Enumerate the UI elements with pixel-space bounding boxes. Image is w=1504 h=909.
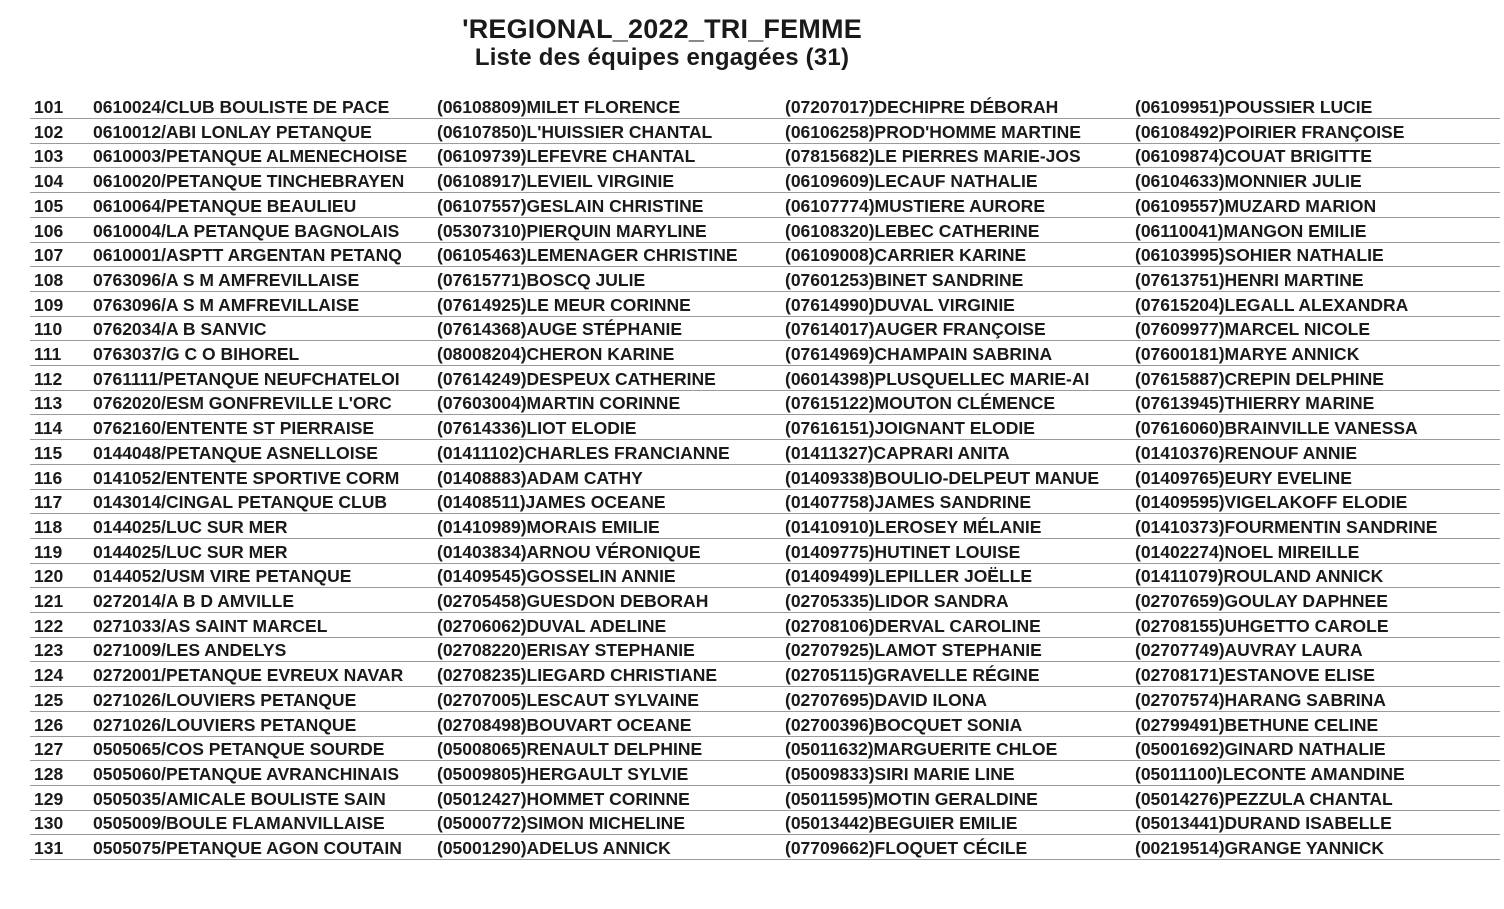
player-2: (05011595)MOTIN GERALDINE xyxy=(785,788,1038,809)
team-row xyxy=(0,368,1504,393)
player-3: (02799491)BETHUNE CELINE xyxy=(1135,714,1379,735)
player-1: (02705458)GUESDON DEBORAH xyxy=(437,591,709,611)
club-name: 0610003/PETANQUE ALMENECHOISE xyxy=(93,146,408,167)
player-3: (01411079)ROULAND ANNICK xyxy=(1135,566,1384,587)
player-2: (06014398)PLUSQUELLEC MARIE-AI xyxy=(785,368,1090,389)
player-2: (07615122)MOUTON CLÉMENCE xyxy=(785,393,1056,414)
player-2: (07601253)BINET SANDRINE xyxy=(785,269,1024,290)
club-name: 0144025/LUC SUR MER xyxy=(93,516,288,537)
team-number: 112 xyxy=(34,368,63,389)
row-divider xyxy=(30,489,1500,490)
team-row xyxy=(0,689,1504,714)
row-divider xyxy=(30,736,1500,737)
team-row xyxy=(0,639,1504,664)
row-divider xyxy=(30,563,1500,564)
club-name: 0144025/LUC SUR MER xyxy=(93,541,288,562)
club-name: 0144048/PETANQUE ASNELLOISE xyxy=(93,442,378,463)
team-row xyxy=(0,837,1504,862)
player-2: (07207017)DECHIPRE DÉBORAH xyxy=(785,97,1059,117)
club-name: 0271026/LOUVIERS PETANQUE xyxy=(93,714,357,735)
player-3: (05014276)PEZZULA CHANTAL xyxy=(1135,788,1393,809)
player-3: (06109951)POUSSIER LUCIE xyxy=(1135,97,1373,117)
player-2: (02705335)LIDOR SANDRA xyxy=(785,591,1009,611)
row-divider xyxy=(30,760,1500,761)
player-3: (01410373)FOURMENTIN SANDRINE xyxy=(1135,516,1438,537)
team-number: 117 xyxy=(34,492,63,513)
team-number: 105 xyxy=(34,195,64,216)
row-divider xyxy=(30,686,1500,687)
player-3: (02708171)ESTANOVE ELISE xyxy=(1135,665,1375,686)
team-number: 120 xyxy=(34,566,64,587)
team-row xyxy=(0,516,1504,541)
player-1: (07614925)LE MEUR CORINNE xyxy=(437,294,691,315)
player-2: (01410910)LEROSEY MÉLANIE xyxy=(785,516,1042,537)
player-1: (02708498)BOUVART OCEANE xyxy=(437,714,692,735)
team-row xyxy=(0,590,1504,615)
team-row xyxy=(0,96,1504,121)
row-divider xyxy=(30,242,1500,243)
player-3: (06104633)MONNIER JULIE xyxy=(1135,171,1362,192)
player-2: (01409499)LEPILLER JOËLLE xyxy=(785,566,1033,587)
team-number: 121 xyxy=(34,591,64,611)
player-3: (07615204)LEGALL ALEXANDRA xyxy=(1135,294,1409,315)
club-name: 0143014/CINGAL PETANQUE CLUB xyxy=(93,492,388,513)
row-divider xyxy=(30,810,1500,811)
player-2: (05009833)SIRI MARIE LINE xyxy=(785,763,1015,784)
player-1: (05000772)SIMON MICHELINE xyxy=(437,813,685,834)
team-number: 126 xyxy=(34,714,64,735)
club-name: 0271009/LES ANDELYS xyxy=(93,640,287,661)
player-1: (02707005)LESCAUT SYLVAINE xyxy=(437,689,699,710)
team-number: 119 xyxy=(34,541,63,562)
team-row xyxy=(0,467,1504,492)
player-1: (05008065)RENAULT DELPHINE xyxy=(437,739,703,760)
row-divider xyxy=(30,439,1500,440)
team-number: 124 xyxy=(34,665,64,686)
club-name: 0610020/PETANQUE TINCHEBRAYEN xyxy=(93,171,405,192)
player-1: (05307310)PIERQUIN MARYLINE xyxy=(437,220,707,241)
player-3: (02707749)AUVRAY LAURA xyxy=(1135,640,1363,661)
team-row xyxy=(0,417,1504,442)
club-name: 0272001/PETANQUE EVREUX NAVAR xyxy=(93,665,404,686)
player-3: (07609977)MARCEL NICOLE xyxy=(1135,319,1371,340)
player-1: (07603004)MARTIN CORINNE xyxy=(437,393,681,414)
player-1: (01410989)MORAIS EMILIE xyxy=(437,516,660,537)
team-row xyxy=(0,195,1504,220)
team-number: 114 xyxy=(34,418,63,439)
team-row xyxy=(0,788,1504,813)
player-3: (06103995)SOHIER NATHALIE xyxy=(1135,245,1384,266)
player-2: (01409775)HUTINET LOUISE xyxy=(785,541,1021,562)
row-divider xyxy=(30,587,1500,588)
club-name: 0763096/A S M AMFREVILLAISE xyxy=(93,269,360,290)
team-row xyxy=(0,392,1504,417)
player-3: (01402274)NOEL MIREILLE xyxy=(1135,541,1360,562)
row-divider xyxy=(30,464,1500,465)
row-divider xyxy=(30,785,1500,786)
team-row xyxy=(0,812,1504,837)
team-number: 118 xyxy=(34,516,63,537)
team-row xyxy=(0,565,1504,590)
row-divider xyxy=(30,266,1500,267)
team-row xyxy=(0,343,1504,368)
player-1: (06108917)LEVIEIL VIRGINIE xyxy=(437,171,675,192)
club-name: 0610024/CLUB BOULISTE DE PACE xyxy=(93,97,390,117)
player-2: (07614990)DUVAL VIRGINIE xyxy=(785,294,1015,315)
player-2: (07614969)CHAMPAIN SABRINA xyxy=(785,344,1053,364)
player-1: (05001290)ADELUS ANNICK xyxy=(437,838,671,858)
player-1: (06109739)LEFEVRE CHANTAL xyxy=(437,146,696,167)
row-divider xyxy=(30,316,1500,317)
team-row xyxy=(0,220,1504,245)
club-name: 0505065/COS PETANQUE SOURDE xyxy=(93,739,385,760)
player-2: (01407758)JAMES SANDRINE xyxy=(785,492,1032,513)
row-divider xyxy=(30,513,1500,514)
player-3: (06109874)COUAT BRIGITTE xyxy=(1135,146,1372,167)
row-divider xyxy=(30,192,1500,193)
player-1: (06105463)LEMENAGER CHRISTINE xyxy=(437,245,738,266)
player-3: (06110041)MANGON EMILIE xyxy=(1135,220,1367,241)
club-name: 0272014/A B D AMVILLE xyxy=(93,591,294,611)
player-2: (05013442)BEGUIER EMILIE xyxy=(785,813,1018,834)
club-name: 0505009/BOULE FLAMANVILLAISE xyxy=(93,813,385,834)
player-2: (07815682)LE PIERRES MARIE-JOS xyxy=(785,146,1081,167)
row-divider xyxy=(30,143,1500,144)
row-divider xyxy=(30,612,1500,613)
player-2: (06109609)LECAUF NATHALIE xyxy=(785,171,1038,192)
row-divider xyxy=(30,167,1500,168)
team-number: 104 xyxy=(34,171,64,192)
team-row xyxy=(0,294,1504,319)
team-number: 109 xyxy=(34,294,64,315)
club-name: 0763096/A S M AMFREVILLAISE xyxy=(93,294,360,315)
player-3: (07613751)HENRI MARTINE xyxy=(1135,269,1364,290)
team-row xyxy=(0,442,1504,467)
club-name: 0505035/AMICALE BOULISTE SAIN xyxy=(93,788,386,809)
club-name: 0144052/USM VIRE PETANQUE xyxy=(93,566,352,587)
row-divider xyxy=(30,217,1500,218)
player-3: (07600181)MARYE ANNICK xyxy=(1135,344,1360,364)
row-divider xyxy=(30,365,1500,366)
team-number: 115 xyxy=(34,442,63,463)
club-name: 0610001/ASPTT ARGENTAN PETANQ xyxy=(93,245,402,266)
team-number: 102 xyxy=(34,121,64,142)
player-3: (05011100)LECONTE AMANDINE xyxy=(1135,763,1405,784)
player-1: (06107850)L'HUISSIER CHANTAL xyxy=(437,121,713,142)
player-2: (02707925)LAMOT STEPHANIE xyxy=(785,640,1042,661)
player-3: (06109557)MUZARD MARION xyxy=(1135,195,1377,216)
player-2: (02708106)DERVAL CAROLINE xyxy=(785,615,1041,636)
player-2: (06108320)LEBEC CATHERINE xyxy=(785,220,1040,241)
row-divider xyxy=(30,414,1500,415)
player-1: (01409545)GOSSELIN ANNIE xyxy=(437,566,676,587)
player-2: (02705115)GRAVELLE RÉGINE xyxy=(785,665,1040,686)
player-2: (02700396)BOCQUET SONIA xyxy=(785,714,1023,735)
player-3: (01409765)EURY EVELINE xyxy=(1135,467,1352,488)
team-number: 101 xyxy=(34,97,64,117)
team-number: 129 xyxy=(34,788,64,809)
row-divider xyxy=(30,711,1500,712)
player-3: (02707659)GOULAY DAPHNEE xyxy=(1135,591,1388,611)
player-3: (01409595)VIGELAKOFF ELODIE xyxy=(1135,492,1408,513)
club-name: 0271033/AS SAINT MARCEL xyxy=(93,615,328,636)
player-3: (05001692)GINARD NATHALIE xyxy=(1135,739,1386,760)
team-number: 128 xyxy=(34,763,64,784)
team-row xyxy=(0,269,1504,294)
club-name: 0271026/LOUVIERS PETANQUE xyxy=(93,689,357,710)
team-row xyxy=(0,491,1504,516)
row-divider xyxy=(30,340,1500,341)
club-name: 0762034/A B SANVIC xyxy=(93,319,267,340)
club-name: 0761111/PETANQUE NEUFCHATELOI xyxy=(93,368,400,389)
team-number: 131 xyxy=(34,838,64,858)
player-1: (01403834)ARNOU VÉRONIQUE xyxy=(437,541,701,562)
player-1: (07615771)BOSCQ JULIE xyxy=(437,269,646,290)
team-row xyxy=(0,541,1504,566)
player-1: (02708235)LIEGARD CHRISTIANE xyxy=(437,665,718,686)
club-name: 0505060/PETANQUE AVRANCHINAIS xyxy=(93,763,400,784)
team-number: 122 xyxy=(34,615,64,636)
row-divider xyxy=(30,538,1500,539)
player-1: (06108809)MILET FLORENCE xyxy=(437,97,681,117)
player-1: (07614368)AUGE STÉPHANIE xyxy=(437,319,683,340)
club-name: 0141052/ENTENTE SPORTIVE CORM xyxy=(93,467,400,488)
team-number: 116 xyxy=(34,467,63,488)
player-3: (01410376)RENOUF ANNIE xyxy=(1135,442,1358,463)
player-1: (07614249)DESPEUX CATHERINE xyxy=(437,368,716,389)
team-number: 110 xyxy=(34,319,63,340)
team-row xyxy=(0,664,1504,689)
row-divider xyxy=(30,859,1500,860)
club-name: 0763037/G C O BIHOREL xyxy=(93,344,300,364)
player-1: (02706062)DUVAL ADELINE xyxy=(437,615,667,636)
team-row xyxy=(0,145,1504,170)
player-3: (07616060)BRAINVILLE VANESSA xyxy=(1135,418,1418,439)
row-divider xyxy=(30,390,1500,391)
player-2: (06106258)PROD'HOMME MARTINE xyxy=(785,121,1081,142)
player-1: (01408883)ADAM CATHY xyxy=(437,467,643,488)
team-row xyxy=(0,318,1504,343)
team-number: 113 xyxy=(34,393,63,414)
player-1: (05009805)HERGAULT SYLVIE xyxy=(437,763,689,784)
player-1: (05012427)HOMMET CORINNE xyxy=(437,788,690,809)
team-row xyxy=(0,244,1504,269)
team-number: 107 xyxy=(34,245,64,266)
team-row xyxy=(0,714,1504,739)
player-1: (01408511)JAMES OCEANE xyxy=(437,492,666,513)
club-name: 0610004/LA PETANQUE BAGNOLAIS xyxy=(93,220,400,241)
player-2: (01411327)CAPRARI ANITA xyxy=(785,442,1010,463)
player-1: (08008204)CHERON KARINE xyxy=(437,344,675,364)
document-subtitle: Liste des équipes engagées (31) xyxy=(474,44,850,71)
team-row xyxy=(0,121,1504,146)
player-2: (06107774)MUSTIERE AURORE xyxy=(785,195,1045,216)
player-1: (02708220)ERISAY STEPHANIE xyxy=(437,640,695,661)
row-divider xyxy=(30,118,1500,119)
team-number: 125 xyxy=(34,689,64,710)
player-3: (06108492)POIRIER FRANÇOISE xyxy=(1135,121,1405,142)
player-1: (01411102)CHARLES FRANCIANNE xyxy=(437,442,730,463)
player-1: (06107557)GESLAIN CHRISTINE xyxy=(437,195,704,216)
team-number: 130 xyxy=(34,813,64,834)
player-3: (05013441)DURAND ISABELLE xyxy=(1135,813,1392,834)
team-number: 111 xyxy=(34,344,62,364)
player-3: (07615887)CREPIN DELPHINE xyxy=(1135,368,1384,389)
player-2: (01409338)BOULIO-DELPEUT MANUE xyxy=(785,467,1100,488)
player-2: (02707695)DAVID ILONA xyxy=(785,689,987,710)
team-row xyxy=(0,763,1504,788)
row-divider xyxy=(30,291,1500,292)
player-3: (00219514)GRANGE YANNICK xyxy=(1135,838,1384,858)
team-row xyxy=(0,615,1504,640)
team-row xyxy=(0,170,1504,195)
club-name: 0505075/PETANQUE AGON COUTAIN xyxy=(93,838,402,858)
player-2: (07709662)FLOQUET CÉCILE xyxy=(785,838,1028,858)
player-3: (07613945)THIERRY MARINE xyxy=(1135,393,1375,414)
player-2: (07614017)AUGER FRANÇOISE xyxy=(785,319,1046,340)
player-2: (05011632)MARGUERITE CHLOE xyxy=(785,739,1058,760)
row-divider xyxy=(30,637,1500,638)
team-number: 108 xyxy=(34,269,64,290)
team-row xyxy=(0,738,1504,763)
team-number: 127 xyxy=(34,739,64,760)
team-number: 123 xyxy=(34,640,64,661)
club-name: 0762160/ENTENTE ST PIERRAISE xyxy=(93,418,375,439)
player-1: (07614336)LIOT ELODIE xyxy=(437,418,637,439)
club-name: 0610012/ABI LONLAY PETANQUE xyxy=(93,121,372,142)
club-name: 0610064/PETANQUE BEAULIEU xyxy=(93,195,357,216)
player-2: (06109008)CARRIER KARINE xyxy=(785,245,1027,266)
team-number: 103 xyxy=(34,146,64,167)
document-title: 'REGIONAL_2022_TRI_FEMME xyxy=(462,14,862,44)
player-3: (02707574)HARANG SABRINA xyxy=(1135,689,1386,710)
row-divider xyxy=(30,834,1500,835)
team-number: 106 xyxy=(34,220,64,241)
club-name: 0762020/ESM GONFREVILLE L'ORC xyxy=(93,393,392,414)
row-divider xyxy=(30,661,1500,662)
player-3: (02708155)UHGETTO CAROLE xyxy=(1135,615,1389,636)
player-2: (07616151)JOIGNANT ELODIE xyxy=(785,418,1035,439)
